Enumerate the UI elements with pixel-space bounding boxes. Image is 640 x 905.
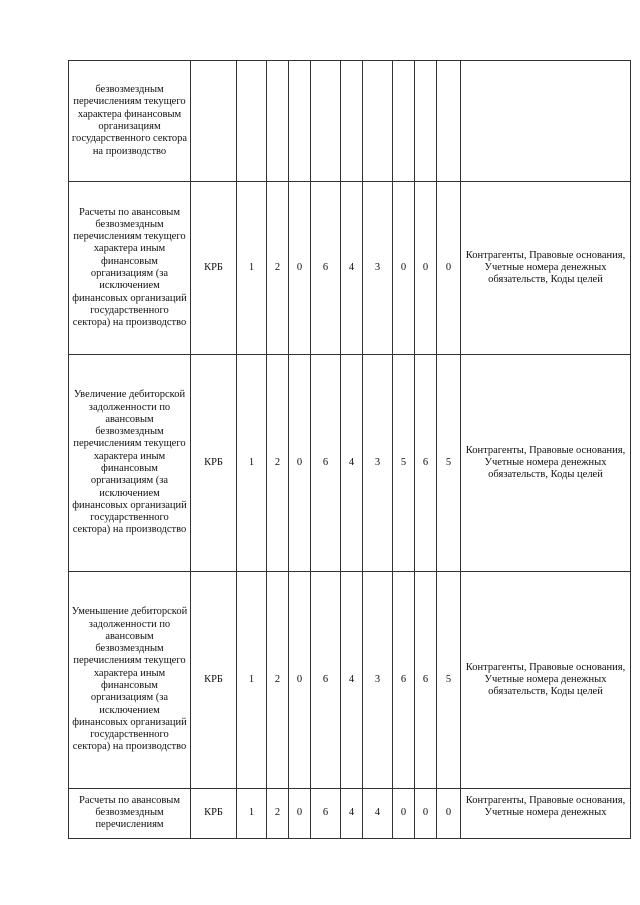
- code-digit-cell: 1: [237, 355, 267, 572]
- code-digit-cell: 3: [363, 572, 393, 789]
- account-name-cell: [69, 789, 191, 839]
- code-digit-cell: [363, 61, 393, 182]
- account-name-cell: Уменьшение дебиторской задолженности по авансовым безвозмездным перечислениям текущего характера иным финансовым организациям (за исключением финансовых организаций государственного сектора) на производство: [69, 572, 191, 789]
- code-digit-cell: 0: [393, 182, 415, 355]
- account-name-text: Расчеты по авансовым безвозмездным перечислениям: [79, 794, 180, 831]
- analytics-cell: [461, 182, 631, 355]
- table-row: [69, 789, 631, 839]
- code-digit-cell: 6: [393, 572, 415, 789]
- code-digit-cell: 5: [437, 572, 461, 789]
- code-digit-cell: 6: [311, 789, 341, 839]
- code-digit-cell: 2: [267, 182, 289, 355]
- budget-type-cell: КРБ: [191, 182, 237, 355]
- code-digit-cell: [311, 61, 341, 182]
- code-digit-cell: [237, 61, 267, 182]
- account-name-cell: Расчеты по авансовым безвозмездным перечислениям текущего характера иным финансовым организациям (за исключением финансовых организаций государственного сектора) на производство: [69, 182, 191, 355]
- code-digit-cell: 5: [393, 355, 415, 572]
- analytics-text: Контрагенты, Правовые основания, Учетные номера денежных обязательств, Коды целей: [465, 249, 626, 286]
- code-digit-cell: [289, 61, 311, 182]
- table-row: [69, 572, 631, 789]
- code-digit-cell: 0: [289, 789, 311, 839]
- chart-of-accounts-table: [68, 60, 631, 839]
- code-digit-cell: 6: [311, 182, 341, 355]
- analytics-text: Контрагенты, Правовые основания, Учетные номера денежных: [465, 794, 626, 818]
- code-digit-cell: 6: [311, 355, 341, 572]
- code-digit-cell: [341, 61, 363, 182]
- table-row: [69, 182, 631, 355]
- code-digit-cell: 4: [341, 355, 363, 572]
- code-digit-cell: 0: [393, 789, 415, 839]
- code-digit-cell: 5: [437, 355, 461, 572]
- code-digit-cell: 2: [267, 789, 289, 839]
- code-digit-cell: 0: [415, 182, 437, 355]
- analytics-text: Контрагенты, Правовые основания, Учетные номера денежных обязательств, Коды целей: [465, 444, 626, 481]
- code-digit-cell: 3: [363, 182, 393, 355]
- code-digit-cell: 0: [289, 355, 311, 572]
- code-digit-cell: 0: [437, 789, 461, 839]
- code-digit-cell: 6: [311, 572, 341, 789]
- code-digit-cell: 4: [341, 182, 363, 355]
- table-row: [69, 355, 631, 572]
- code-digit-cell: 2: [267, 572, 289, 789]
- budget-type-cell: [191, 61, 237, 182]
- budget-type-cell: КРБ: [191, 572, 237, 789]
- code-digit-cell: 0: [437, 182, 461, 355]
- code-digit-cell: 0: [415, 789, 437, 839]
- code-digit-cell: 2: [267, 355, 289, 572]
- code-digit-cell: 4: [341, 789, 363, 839]
- code-digit-cell: [437, 61, 461, 182]
- budget-type-cell: КРБ: [191, 789, 237, 839]
- code-digit-cell: 6: [415, 572, 437, 789]
- code-digit-cell: [393, 61, 415, 182]
- account-name-cell: Увеличение дебиторской задолженности по авансовым безвозмездным перечислениям текущего характера иным финансовым организациям (за исключением финансовых организаций государственного сектора) на производство: [69, 355, 191, 572]
- code-digit-cell: 3: [363, 355, 393, 572]
- code-digit-cell: [415, 61, 437, 182]
- analytics-cell: [461, 355, 631, 572]
- code-digit-cell: 4: [363, 789, 393, 839]
- analytics-text: Контрагенты, Правовые основания, Учетные номера денежных обязательств, Коды целей: [465, 661, 626, 698]
- table-row: [69, 61, 631, 182]
- code-digit-cell: 0: [289, 572, 311, 789]
- analytics-cell: [461, 789, 631, 839]
- code-digit-cell: 0: [289, 182, 311, 355]
- analytics-cell: [461, 572, 631, 789]
- code-digit-cell: [267, 61, 289, 182]
- code-digit-cell: 1: [237, 789, 267, 839]
- account-name-cell: безвозмездным перечислениям текущего характера финансовым организациям государственного сектора на производство: [69, 61, 191, 182]
- code-digit-cell: 1: [237, 572, 267, 789]
- analytics-cell: [461, 61, 631, 182]
- budget-type-cell: КРБ: [191, 355, 237, 572]
- code-digit-cell: 1: [237, 182, 267, 355]
- code-digit-cell: 6: [415, 355, 437, 572]
- code-digit-cell: 4: [341, 572, 363, 789]
